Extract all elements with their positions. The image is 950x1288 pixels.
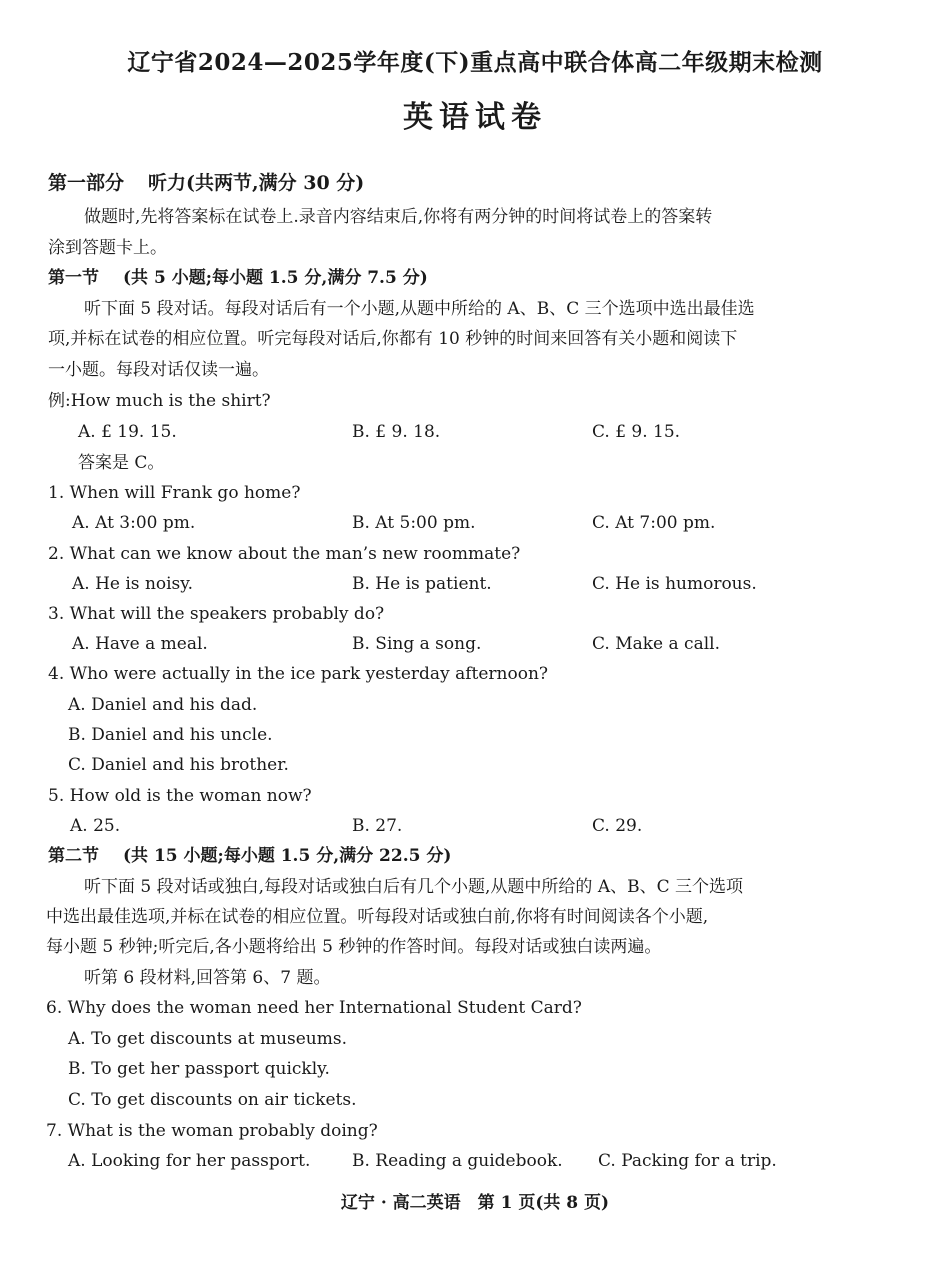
section1-heading-label: 第一节 [48,268,99,288]
q7-option-a: A. Looking for her passport. [68,1151,311,1171]
q5-option-c: C. 29. [592,816,643,836]
q3-option-c: C. Make a call. [592,634,720,654]
question-1: 1. When will Frank go home? [48,483,301,503]
example-answer: 答案是 C。 [78,453,165,473]
section1-intro-line1: 听下面 5 段对话。每段对话后有一个小题,从题中所给的 A、B、C 三个选项中选出最佳选 [84,299,755,319]
section2-intro-line3: 每小题 5 秒钟;听完后,各小题将给出 5 秒钟的作答时间。每段对话或独白读两遍。 [46,937,662,957]
section2-heading-desc: (共 15 小题;每小题 1.5 分,满分 22.5 分) [123,846,452,866]
section1-intro-line2: 项,并标在试卷的相应位置。听完每段对话后,你都有 10 秒钟的时间来回答有关小题和阅读下 [48,329,738,349]
section2-intro-line2: 中选出最佳选项,并标在试卷的相应位置。听每段对话或独白前,你将有时间阅读各个小题, [46,907,709,927]
q3-option-b: B. Sing a song. [352,634,482,654]
section1-intro-line3: 一小题。每段对话仅读一遍。 [48,360,269,380]
q7-option-b: B. Reading a guidebook. [352,1151,563,1171]
question-5: 5. How old is the woman now? [48,786,312,806]
question-3: 3. What will the speakers probably do? [48,604,385,624]
example-option-a: A. £ 19. 15. [78,422,177,442]
section1-heading-desc: (共 5 小题;每小题 1.5 分,满分 7.5 分) [123,268,428,288]
part1-heading-desc: 听力(共两节,满分 30 分) [148,172,365,194]
q1-option-b: B. At 5:00 pm. [352,513,476,533]
q2-option-b: B. He is patient. [352,574,492,594]
q4-option-b: B. Daniel and his uncle. [68,725,273,745]
question-2: 2. What can we know about the man’s new roommate? [48,544,521,564]
part1-intro-line1: 做题时,先将答案标在试卷上.录音内容结束后,你将有两分钟的时间将试卷上的答案转 [84,207,713,227]
part1-heading [48,172,364,194]
q5-option-a: A. 25. [70,816,121,836]
q4-option-c: C. Daniel and his brother. [68,755,289,775]
q2-option-a: A. He is noisy. [72,574,194,594]
question-7: 7. What is the woman probably doing? [46,1121,378,1141]
q1-option-a: A. At 3:00 pm. [72,513,196,533]
q6-option-a: A. To get discounts at museums. [68,1029,347,1049]
exam-title: 辽宁省2024—2025学年度(下)重点高中联合体高二年级期末检测 [127,49,823,76]
part1-heading-label: 第一部分 [48,172,125,194]
example-question: 例:How much is the shirt? [48,391,271,411]
section1-heading [48,267,428,289]
section2-intro-line1: 听下面 5 段对话或独白,每段对话或独白后有几个小题,从题中所给的 A、B、C 三个选项 [84,877,744,897]
q2-option-c: C. He is humorous. [592,574,757,594]
q3-option-a: A. Have a meal. [72,634,208,654]
material-6-instruction: 听第 6 段材料,回答第 6、7 题。 [84,968,331,988]
page-footer: 辽宁 · 高二英语 第 1 页(共 8 页) [340,1193,610,1213]
q7-option-c: C. Packing for a trip. [598,1151,777,1171]
question-6: 6. Why does the woman need her International Student Card? [46,998,582,1018]
part1-intro-line2: 涂到答题卡上。 [48,238,167,258]
q1-option-c: C. At 7:00 pm. [592,513,716,533]
q6-option-b: B. To get her passport quickly. [68,1059,330,1079]
q4-option-a: A. Daniel and his dad. [68,695,258,715]
example-option-b: B. £ 9. 18. [352,422,441,442]
section2-heading [48,845,451,867]
example-option-c: C. £ 9. 15. [592,422,681,442]
q6-option-c: C. To get discounts on air tickets. [68,1090,357,1110]
question-4: 4. Who were actually in the ice park yesterday afternoon? [48,664,549,684]
section2-heading-label: 第二节 [48,846,99,866]
exam-subtitle: 英语试卷 [403,100,547,135]
q5-option-b: B. 27. [352,816,403,836]
